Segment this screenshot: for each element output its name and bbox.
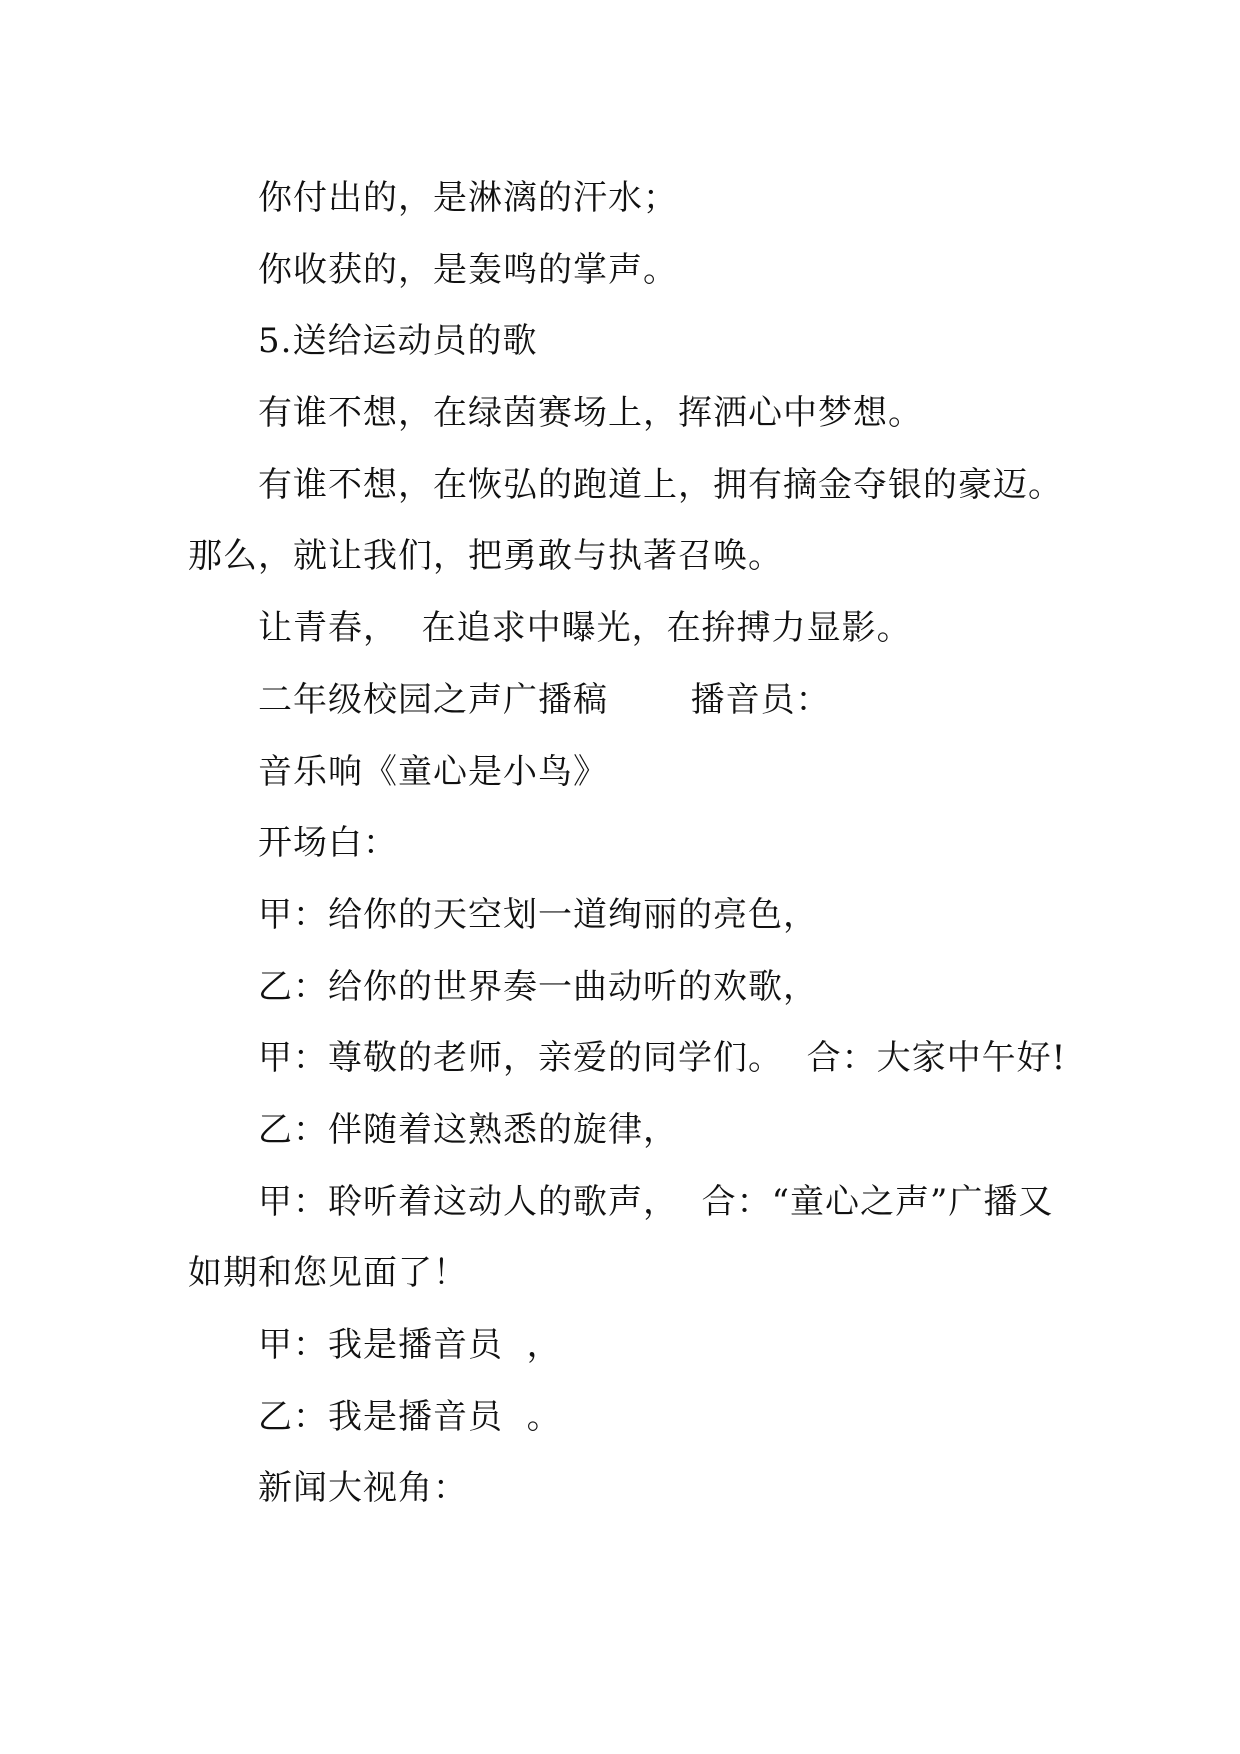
text-line-19: 新闻大视角： — [258, 1468, 468, 1508]
section-heading: 5.送给运动员的歌 — [258, 321, 538, 361]
text-line-1: 你付出的，是淋漓的汗水； — [258, 178, 678, 218]
text-line-5: 有谁不想，在恢弘的跑道上，拥有摘金夺银的豪迈。 — [258, 465, 1063, 505]
text-line-10: 开场白： — [258, 823, 398, 863]
text-line-14: 乙：伴随着这熟悉的旋律， — [258, 1110, 678, 1150]
text-line-11: 甲：给你的天空划一道绚丽的亮色， — [258, 895, 818, 935]
text-line-12: 乙：给你的世界奏一曲动听的欢歌， — [258, 967, 818, 1007]
text-line-15: 甲：聆听着这动人的歌声， 合：“童心之声”广播又 — [258, 1182, 1054, 1222]
text-line-6: 那么，就让我们，把勇敢与执著召唤。 — [188, 536, 783, 576]
text-line-17: 甲：我是播音员 ， — [258, 1325, 562, 1365]
text-line-2: 你收获的，是轰鸣的掌声。 — [258, 250, 678, 290]
text-line-13: 甲：尊敬的老师，亲爱的同学们。 合：大家中午好! — [258, 1038, 1067, 1078]
text-line-4: 有谁不想，在绿茵赛场上，挥洒心中梦想。 — [258, 393, 923, 433]
text-line-18: 乙：我是播音员 。 — [258, 1397, 562, 1437]
script-title: 二年级校园之声广播稿 播音员： — [258, 680, 831, 720]
text-line-7: 让青春， 在追求中曝光，在拚搏力显影。 — [258, 608, 912, 648]
text-line-16: 如期和您见面了！ — [188, 1253, 468, 1293]
text-line-9: 音乐响《童心是小鸟》 — [258, 752, 608, 792]
